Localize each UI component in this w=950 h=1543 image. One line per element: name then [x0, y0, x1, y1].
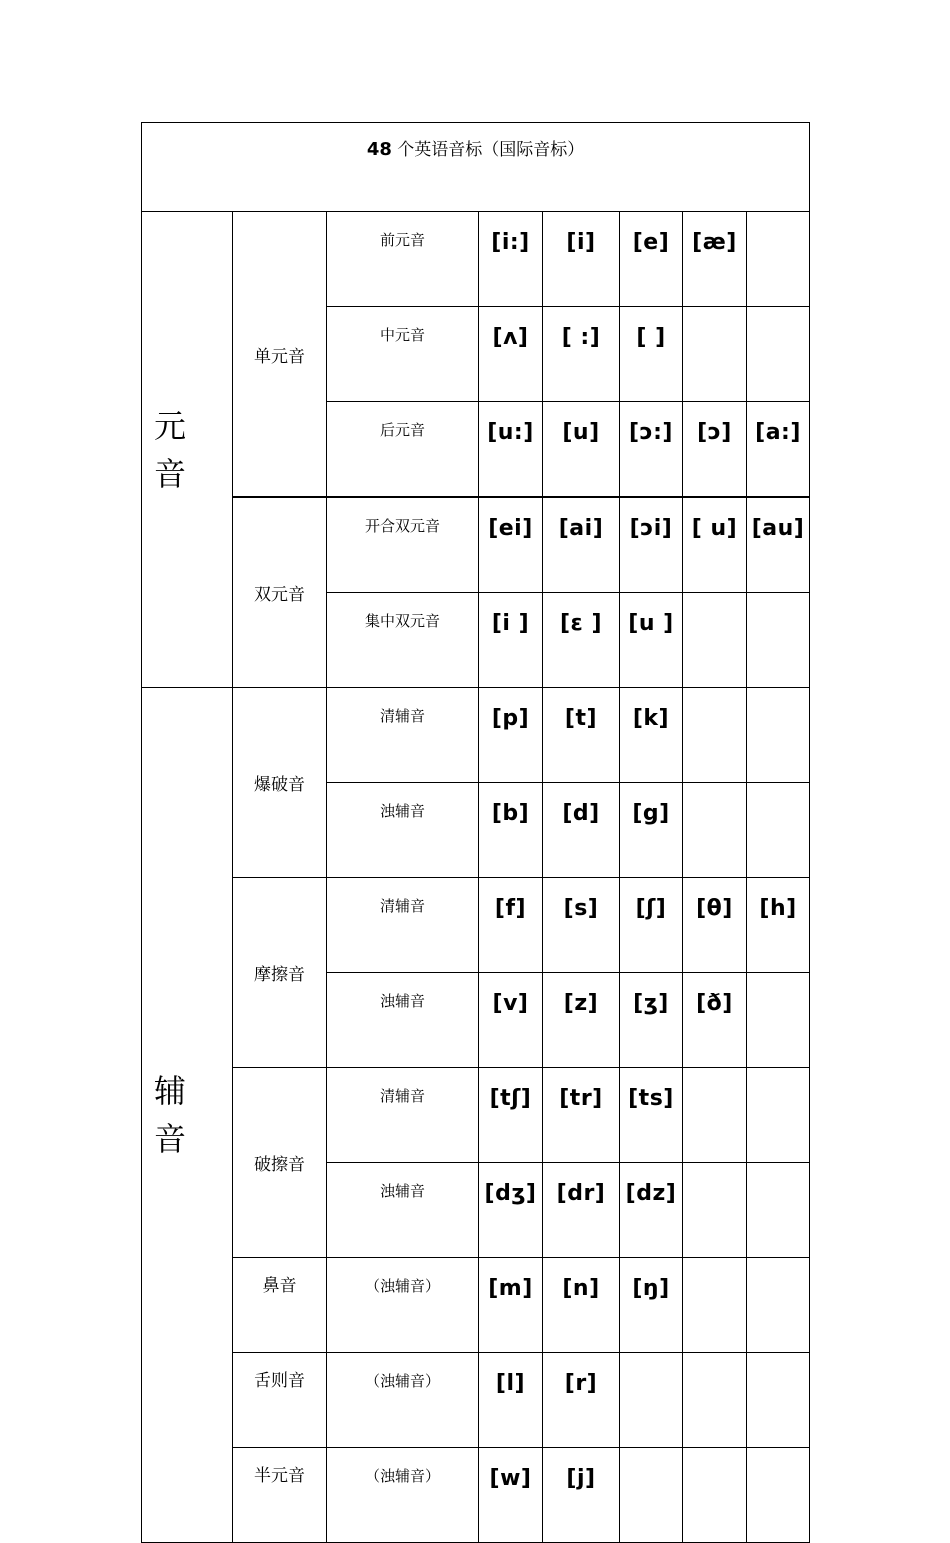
kind-central-vowel: 中元音 — [327, 307, 479, 402]
symbol-cell: [dʒ] — [479, 1163, 543, 1258]
symbol-cell — [683, 783, 747, 878]
title-number: 48 — [366, 139, 392, 160]
symbol-cell: [ɔ] — [683, 402, 747, 498]
symbol-cell: [tr] — [543, 1068, 620, 1163]
symbol-cell: [u] — [543, 402, 620, 498]
kind-back-vowel: 后元音 — [327, 402, 479, 498]
symbol-cell: [ei] — [479, 497, 543, 593]
symbol-cell: [au] — [747, 497, 810, 593]
symbol-cell: [ʌ] — [479, 307, 543, 402]
kind-centering-diphthong: 集中双元音 — [327, 593, 479, 688]
symbol-cell — [747, 1258, 810, 1353]
kind-voiceless: 清辅音 — [327, 688, 479, 783]
symbol-cell — [747, 212, 810, 307]
symbol-cell: [dr] — [543, 1163, 620, 1258]
symbol-cell: [h] — [747, 878, 810, 973]
symbol-cell: [z] — [543, 973, 620, 1068]
symbol-cell: [w] — [479, 1448, 543, 1543]
affricates-label: 破擦音 — [233, 1068, 327, 1258]
symbol-cell: [ts] — [620, 1068, 683, 1163]
symbol-cell: [ð] — [683, 973, 747, 1068]
symbol-cell: [a:] — [747, 402, 810, 498]
symbol-cell: [e] — [620, 212, 683, 307]
symbol-cell: [t] — [543, 688, 620, 783]
symbol-cell — [620, 1353, 683, 1448]
symbol-cell: [tʃ] — [479, 1068, 543, 1163]
ipa-table — [141, 122, 810, 1543]
symbol-cell: [æ] — [683, 212, 747, 307]
symbol-cell — [747, 1068, 810, 1163]
symbol-cell — [747, 688, 810, 783]
symbol-cell: [b] — [479, 783, 543, 878]
kind-voiceless: 清辅音 — [327, 1068, 479, 1163]
symbol-cell: [i ] — [479, 593, 543, 688]
symbol-cell: [u:] — [479, 402, 543, 498]
kind-voiced-paren: （浊辅音） — [327, 1258, 479, 1353]
symbol-cell: [l] — [479, 1353, 543, 1448]
kind-voiced-paren: （浊辅音） — [327, 1353, 479, 1448]
symbol-cell: [u ] — [620, 593, 683, 688]
symbol-cell — [747, 1448, 810, 1543]
symbol-cell — [747, 593, 810, 688]
symbol-cell: [m] — [479, 1258, 543, 1353]
fricatives-label: 摩擦音 — [233, 878, 327, 1068]
symbol-cell — [683, 593, 747, 688]
symbol-cell: [j] — [543, 1448, 620, 1543]
title-text: 个英语音标（国际音标） — [391, 140, 585, 160]
symbol-cell: [ u] — [683, 497, 747, 593]
symbol-cell — [747, 1163, 810, 1258]
symbol-cell: [g] — [620, 783, 683, 878]
symbol-cell: [ʒ] — [620, 973, 683, 1068]
symbol-cell: [dz] — [620, 1163, 683, 1258]
symbol-cell: [ :] — [543, 307, 620, 402]
symbol-cell — [747, 973, 810, 1068]
symbol-cell: [i:] — [479, 212, 543, 307]
kind-voiceless: 清辅音 — [327, 878, 479, 973]
symbol-cell: [ε ] — [543, 593, 620, 688]
kind-voiced: 浊辅音 — [327, 783, 479, 878]
symbol-cell: [v] — [479, 973, 543, 1068]
symbol-cell: [n] — [543, 1258, 620, 1353]
symbol-cell: [r] — [543, 1353, 620, 1448]
kind-voiced: 浊辅音 — [327, 973, 479, 1068]
symbol-cell: [f] — [479, 878, 543, 973]
symbol-cell: [s] — [543, 878, 620, 973]
laterals-label: 舌则音 — [233, 1353, 327, 1448]
kind-front-vowel: 前元音 — [327, 212, 479, 307]
table-title — [142, 123, 810, 212]
symbol-cell: [ ] — [620, 307, 683, 402]
symbol-cell: [i] — [543, 212, 620, 307]
symbol-cell: [ɔi] — [620, 497, 683, 593]
symbol-cell — [683, 1068, 747, 1163]
symbol-cell: [ai] — [543, 497, 620, 593]
symbol-cell — [683, 688, 747, 783]
symbol-cell — [747, 307, 810, 402]
nasals-label: 鼻音 — [233, 1258, 327, 1353]
symbol-cell — [683, 1448, 747, 1543]
symbol-cell: [ŋ] — [620, 1258, 683, 1353]
plosives-label: 爆破音 — [233, 688, 327, 878]
symbol-cell — [747, 1353, 810, 1448]
symbol-cell — [747, 783, 810, 878]
symbol-cell: [d] — [543, 783, 620, 878]
monophthongs-label: 单元音 — [233, 212, 327, 498]
vowels-label: 元 音 — [142, 212, 233, 688]
symbol-cell: [ʃ] — [620, 878, 683, 973]
symbol-cell: [ɔ:] — [620, 402, 683, 498]
diphthongs-label: 双元音 — [233, 497, 327, 688]
symbol-cell — [683, 1353, 747, 1448]
symbol-cell — [620, 1448, 683, 1543]
symbol-cell: [k] — [620, 688, 683, 783]
kind-voiced: 浊辅音 — [327, 1163, 479, 1258]
symbol-cell — [683, 1258, 747, 1353]
symbol-cell — [683, 307, 747, 402]
kind-closing-diphthong: 开合双元音 — [327, 497, 479, 593]
semivowels-label: 半元音 — [233, 1448, 327, 1543]
consonants-label: 辅 音 — [142, 688, 233, 1543]
symbol-cell — [683, 1163, 747, 1258]
kind-voiced-paren: （浊辅音） — [327, 1448, 479, 1543]
symbol-cell: [p] — [479, 688, 543, 783]
symbol-cell: [θ] — [683, 878, 747, 973]
